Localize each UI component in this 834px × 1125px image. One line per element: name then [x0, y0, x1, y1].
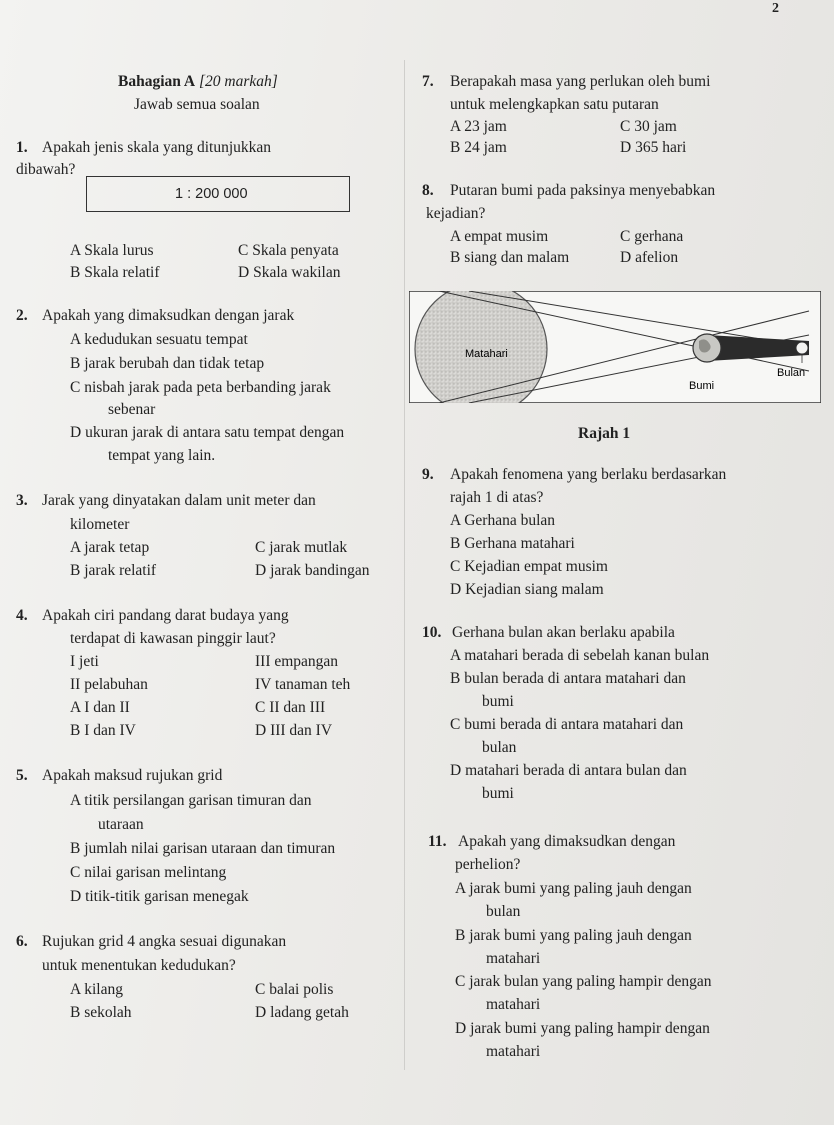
q2-option-a[interactable]: A kedudukan sesuatu tempat	[70, 331, 248, 348]
q6-option-a[interactable]: A kilang	[70, 981, 123, 998]
column-divider	[404, 60, 405, 1070]
q9-number: 9.	[422, 466, 434, 483]
q4-stem: Apakah ciri pandang darat budaya yang	[42, 607, 289, 624]
q3-number: 3.	[16, 492, 28, 509]
q2-option-c[interactable]: C nisbah jarak pada peta berbanding jarak	[70, 379, 331, 396]
q10-option-d-cont: bumi	[482, 785, 514, 802]
moon-shape	[796, 342, 808, 354]
q10-stem: Gerhana bulan akan berlaku apabila	[452, 624, 675, 641]
q10-option-c[interactable]: C bumi berada di antara matahari dan	[450, 716, 684, 733]
q2-option-c-cont: sebenar	[108, 401, 156, 418]
q5-option-b[interactable]: B jumlah nilai garisan utaraan dan timuran	[70, 840, 336, 857]
diagram-caption: Rajah 1	[578, 425, 631, 442]
sun-label: Matahari	[465, 348, 508, 360]
q8-number: 8.	[422, 182, 434, 199]
q8-option-d[interactable]: D afelion	[620, 249, 679, 266]
q1-option-b[interactable]: B Skala relatif	[70, 264, 160, 281]
q6-stem: Rujukan grid 4 angka sesuai digunakan	[42, 933, 287, 950]
q5-option-a-cont: utaraan	[98, 816, 144, 833]
q4-number: 4.	[16, 607, 28, 624]
q9-option-c[interactable]: C Kejadian empat musim	[450, 558, 608, 575]
q10-option-a[interactable]: A matahari berada di sebelah kanan bulan	[450, 647, 710, 664]
q10-option-b-cont: bumi	[482, 693, 514, 710]
q6-option-c[interactable]: C balai polis	[255, 981, 334, 998]
q11-stem: perhelion?	[455, 856, 521, 873]
q9-option-d[interactable]: D Kejadian siang malam	[450, 581, 604, 598]
q8-option-c[interactable]: C gerhana	[620, 228, 684, 245]
q10-number: 10.	[422, 624, 442, 641]
q4-option-a[interactable]: A I dan II	[70, 699, 130, 716]
scale-box	[86, 176, 350, 212]
q1-stem: Apakah jenis skala yang ditunjukkan	[42, 139, 272, 156]
q4-item-iv: IV tanaman teh	[255, 676, 351, 693]
q3-stem: Jarak yang dinyatakan dalam unit meter dan	[42, 492, 316, 509]
q8-option-a[interactable]: A empat musim	[450, 228, 549, 245]
q1-option-d[interactable]: D Skala wakilan	[238, 264, 341, 281]
q6-stem: untuk menentukan kedudukan?	[42, 957, 236, 974]
q1-option-c[interactable]: C Skala penyata	[238, 242, 339, 259]
q2-stem: Apakah yang dimaksudkan dengan jarak	[42, 307, 295, 324]
q11-option-c[interactable]: C jarak bulan yang paling hampir dengan	[455, 973, 712, 990]
q11-option-a-cont: bulan	[486, 903, 521, 920]
q10-option-d[interactable]: D matahari berada di antara bulan dan	[450, 762, 687, 779]
q5-number: 5.	[16, 767, 28, 784]
eclipse-diagram	[409, 291, 821, 403]
q6-option-b[interactable]: B sekolah	[70, 1004, 132, 1021]
q3-option-d[interactable]: D jarak bandingan	[255, 562, 370, 579]
q5-stem: Apakah maksud rujukan grid	[42, 767, 223, 784]
q1-stem: dibawah?	[16, 161, 76, 178]
section-title: Bahagian A	[118, 73, 196, 90]
q5-option-a[interactable]: A titik persilangan garisan timuran dan	[70, 792, 312, 809]
q8-stem: Putaran bumi pada paksinya menyebabkan	[450, 182, 716, 199]
q11-option-d[interactable]: D jarak bumi yang paling hampir dengan	[455, 1020, 710, 1037]
q10-option-c-cont: bulan	[482, 739, 517, 756]
page-number: 2	[772, 1, 779, 16]
q7-option-c[interactable]: C 30 jam	[620, 118, 677, 135]
section-heading	[118, 73, 278, 91]
q9-stem: Apakah fenomena yang berlaku berdasarkan	[450, 466, 727, 483]
earth-shape	[693, 334, 721, 362]
q8-option-b[interactable]: B siang dan malam	[450, 249, 570, 266]
q7-option-b[interactable]: B 24 jam	[450, 139, 507, 156]
q6-number: 6.	[16, 933, 28, 950]
q9-option-a[interactable]: A Gerhana bulan	[450, 512, 556, 529]
q7-option-d[interactable]: D 365 hari	[620, 139, 687, 156]
q4-item-i: I jeti	[70, 653, 99, 670]
q7-option-a[interactable]: A 23 jam	[450, 118, 507, 135]
earth-label: Bumi	[689, 380, 715, 392]
q11-stem: Apakah yang dimaksudkan dengan	[458, 833, 676, 850]
q11-option-b-cont: matahari	[486, 950, 541, 967]
q4-item-iii: III empangan	[255, 653, 339, 670]
section-instruction: Jawab semua soalan	[134, 96, 260, 113]
q11-option-a[interactable]: A jarak bumi yang paling jauh dengan	[455, 880, 692, 897]
q7-stem: untuk melengkapkan satu putaran	[450, 96, 659, 113]
q2-option-d-cont: tempat yang lain.	[108, 447, 216, 464]
q9-option-b[interactable]: B Gerhana matahari	[450, 535, 575, 552]
q1-number: 1.	[16, 139, 28, 156]
q9-stem: rajah 1 di atas?	[450, 489, 544, 506]
q2-option-d[interactable]: D ukuran jarak di antara satu tempat dengan	[70, 424, 345, 441]
q4-option-c[interactable]: C II dan III	[255, 699, 326, 716]
q11-number: 11.	[428, 833, 447, 850]
q4-stem: terdapat di kawasan pinggir laut?	[70, 630, 276, 647]
q7-number: 7.	[422, 73, 434, 90]
q11-option-c-cont: matahari	[486, 996, 541, 1013]
q5-option-c[interactable]: C nilai garisan melintang	[70, 864, 227, 881]
q1-option-a[interactable]: A Skala lurus	[70, 242, 154, 259]
q3-stem: kilometer	[70, 516, 130, 533]
q3-option-a[interactable]: A jarak tetap	[70, 539, 150, 556]
q6-option-d[interactable]: D ladang getah	[255, 1004, 349, 1021]
moon-label: Bulan	[777, 367, 806, 379]
q5-option-d[interactable]: D titik-titik garisan menegak	[70, 888, 249, 905]
section-marks: [20 markah]	[198, 73, 278, 90]
q4-option-b[interactable]: B I dan IV	[70, 722, 136, 739]
scale-value: 1 : 200 000	[175, 186, 248, 202]
q2-option-b[interactable]: B jarak berubah dan tidak tetap	[70, 355, 265, 372]
q3-option-b[interactable]: B jarak relatif	[70, 562, 157, 579]
q4-item-ii: II pelabuhan	[70, 676, 148, 693]
q10-option-b[interactable]: B bulan berada di antara matahari dan	[450, 670, 686, 687]
q11-option-d-cont: matahari	[486, 1043, 541, 1060]
q11-option-b[interactable]: B jarak bumi yang paling jauh dengan	[455, 927, 692, 944]
q4-option-d[interactable]: D III dan IV	[255, 722, 333, 739]
q2-number: 2.	[16, 307, 28, 324]
q7-stem: Berapakah masa yang perlukan oleh bumi	[450, 73, 711, 90]
q8-stem: kejadian?	[426, 205, 486, 222]
q3-option-c[interactable]: C jarak mutlak	[255, 539, 348, 556]
sun-shape	[415, 291, 547, 403]
